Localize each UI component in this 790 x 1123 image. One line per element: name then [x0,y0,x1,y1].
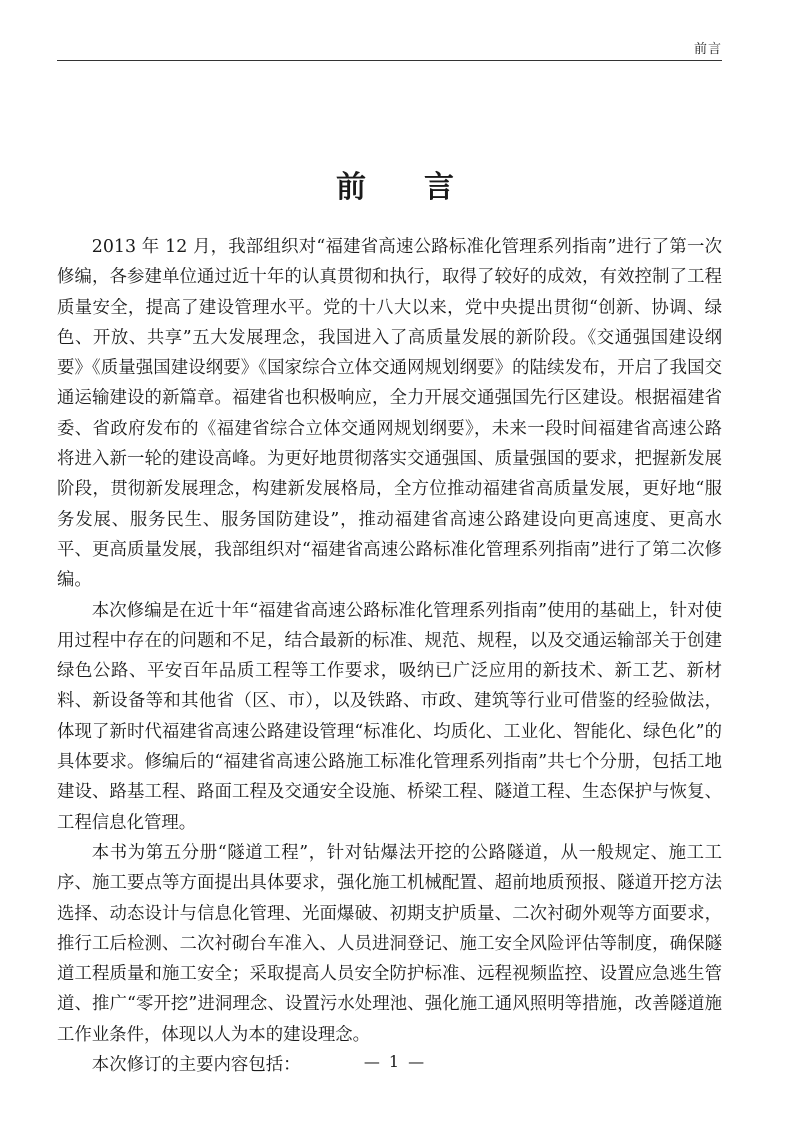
page-title: 前言 [336,170,512,205]
paragraph-3: 本书为第五分册“隧道工程”，针对钻爆法开挖的公路隧道，从一般规定、施工工序、施工要点等方面提出具体要求，强化施工机械配置、超前地质预报、隧道开挖方法选择、动态设计与信息化管理、光面爆破、初期支护质量、二次衬砌外观等方面要求，推行工后检测、二次衬砌台车准入、人员进洞登记、施工安全风险评估等制度，确保隧道工程质量和施工安全；采取提高人员安全防护标准、远程视频监控、设置应急逃生管道、推广“零开挖”进洞理念、设置污水处理池、强化施工通风照明等措施，改善隧道施工作业条件，体现以人为本的建设理念。 [57,842,722,1045]
page-number: — 1 — [363,1052,427,1071]
body-text [57,232,722,1080]
paragraph-1: 2013 年 12 月，我部组织对“福建省高速公路标准化管理系列指南”进行了第一次修编，各参建单位通过近十年的认真贯彻和执行，取得了较好的成效，有效控制了工程质量安全，提高了建设管理水平。党的十八大以来，党中央提出贯彻“创新、协调、绿色、开放、共享”五大发展理念，我国进入了高质量发展的新阶段。《交通强国建设纲要》《质量强国建设纲要》《国家综合立体交通网规划纲要》的陆续发布，开启了我国交通运输建设的新篇章。福建省也积极响应，全力开展交通强国先行区建设。根据福建省委、省政府发布的《福建省综合立体交通网规划纲要》，未来一段时间福建省高速公路将进入新一轮的建设高峰。为更好地贯彻落实交通强国、质量强国的要求，把握新发展阶段，贯彻新发展理念，构建新发展格局，全方位推动福建省高质量发展，更好地“服务发展、服务民生、服务国防建设”，推动福建省高速公路建设向更高速度、更高水平、更高质量发展，我部组织对“福建省高速公路标准化管理系列指南”进行了第二次修编。 [57,237,722,591]
running-header [57,34,722,61]
paragraph-2: 本次修编是在近十年“福建省高速公路标准化管理系列指南”使用的基础上，针对使用过程中存在的问题和不足，结合最新的标准、规范、规程，以及交通运输部关于创建绿色公路、平安百年品质工程等工作要求，吸纳已广泛应用的新技术、新工艺、新材料、新设备等和其他省（区、市），以及铁路、市政、建筑等行业可借鉴的经验做法，体现了新时代福建省高速公路建设管理“标准化、均质化、工业化、智能化、绿色化”的具体要求。修编后的“福建省高速公路施工标准化管理系列指南”共七个分册，包括工地建设、路基工程、路面工程及交通安全设施、桥梁工程、隧道工程、生态保护与恢复、工程信息化管理。 [57,600,722,833]
running-header-title: 前言 [693,42,722,57]
paragraph-4: 本次修订的主要内容包括： [91,1055,301,1076]
